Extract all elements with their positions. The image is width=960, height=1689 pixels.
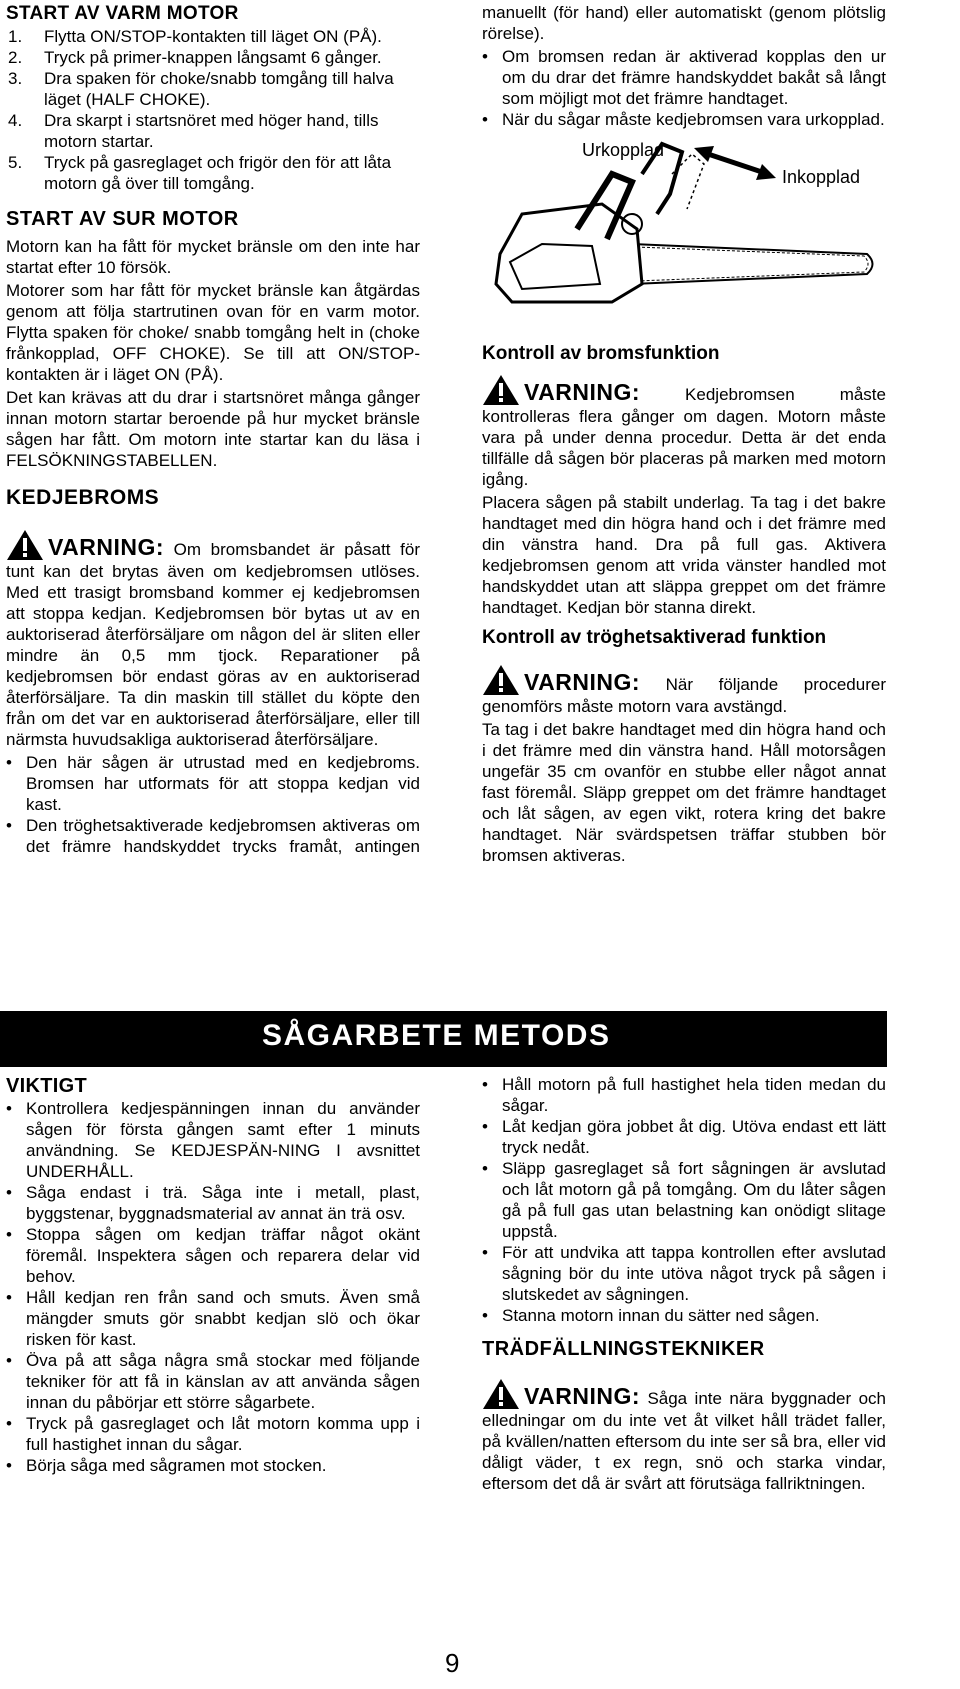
bullet-continuation: [482, 2, 886, 44]
techniques-column: [482, 1074, 886, 1496]
list-item: 2. Tryck på primer-knappen långsamt 6 gånger.: [8, 48, 382, 67]
paragraph: Motorer som har fått för mycket bränsle kan åtgärdas genom att följa startrutinen ovan för en varm motor. Flytta spaken för choke/ snabb tomgång helt in (choke frånkopplad, OFF CHOKE). Se till att ON/STOP-kontakten är i läget ON (PÅ).: [6, 281, 420, 384]
right-column: [482, 2, 886, 868]
list-item: • Tryck på gasreglaget och låt motorn komma upp i full hastighet innan du sågar.: [6, 1414, 420, 1454]
bullet-icon: •: [6, 1351, 12, 1370]
list-item: • Håll motorn på full hastighet hela tiden medan du sågar.: [482, 1075, 886, 1115]
list-item: 5. Tryck på gasreglaget och frigör den för att låta motorn gå över till tomgång.: [8, 153, 392, 193]
list-item: • Börja såga med sågramen mot stocken.: [6, 1456, 327, 1475]
chain-brake-bullets-continued: [482, 46, 886, 130]
bullet-icon: •: [482, 1159, 488, 1178]
bullet-icon: •: [482, 1075, 488, 1094]
paragraph: Motorn kan ha fått för mycket bränsle om den inte har startat efter 10 försök.: [6, 237, 420, 277]
inertia-check-warning: [482, 664, 886, 717]
bullet-icon: •: [6, 1183, 12, 1202]
warning-triangle-icon: [482, 664, 520, 696]
felling-warning: [482, 1378, 886, 1494]
section-banner: [0, 1011, 887, 1067]
list-item: 4. Dra skarpt i startsnöret med höger hand, tills motorn startar.: [8, 111, 379, 151]
felling-heading: TRÄDFÄLLNINGSTEKNIKER: [482, 1338, 765, 1360]
continued-text: manuellt (för hand) eller automatiskt (genom plötslig rörelse).: [482, 3, 886, 43]
left-column: [6, 2, 420, 857]
chain-brake-heading: KEDJEBROMS: [6, 486, 160, 509]
page-number: 9: [445, 1648, 460, 1678]
list-item: • Släpp gasreglaget så fort sågningen är avslutad och låt motorn gå på tomgång. Om du låter sågen gå på full gas utan belastning kan onödigt slitage uppstå.: [482, 1159, 886, 1241]
list-item: • För att undvika att tappa kontrollen efter avslutad sågning bör du inte utöva något tryck på sågen i slutskedet av sågningen.: [482, 1243, 886, 1304]
warning-triangle-icon: [482, 374, 520, 406]
important-heading: VIKTIGT: [6, 1075, 87, 1097]
bullet-icon: •: [482, 1117, 488, 1136]
list-item: • Håll kedjan ren från sand och smuts. Även små mängder smuts gör snabbt kedjan slö och ökar risken för kast.: [6, 1288, 420, 1349]
list-item: • Kontrollera kedjespänningen innan du använder sågen för första gången samt efter 1 minuts användning. Se KEDJESPÄN-NING I avsnittet UNDERHÅLL.: [6, 1099, 420, 1181]
engaged-label: Inkopplad: [782, 167, 861, 187]
paragraph: Det kan krävas att du drar i startsnöret många gånger innan motorn startar beroende på hur mycket bränsle sågen har fått. Om motorn inte startar kan du läsa i FELSÖKNINGSTABELLEN.: [6, 388, 420, 470]
sawing-bullets: [482, 1074, 886, 1326]
chain-brake-bullets: [6, 752, 420, 857]
warning-label: VARNING:: [524, 669, 641, 695]
paragraph: Ta tag i det bakre handtaget med din högra hand och i det främre med din vänstra hand. Håll motorsågen ungefär 35 cm ovanför en stubbe eller något annat fast föremål. Släpp greppet om det främre handtaget och låt sågen, av egen vikt, rotera kring det bakre handtaget. När svärdspetsen träffar stubben bör bromsen aktiveras.: [482, 720, 886, 865]
warm-start-heading: START AV VARM MOTOR: [6, 3, 239, 24]
bullet-icon: •: [482, 1243, 488, 1262]
flooded-start-heading: START AV SUR MOTOR: [6, 208, 239, 230]
warning-label: VARNING:: [524, 1383, 641, 1409]
warm-start-steps: [6, 26, 420, 194]
list-item: • Om bromsen redan är aktiverad kopplas den ur om du drar det främre handskyddet bakåt så långt som möjligt mot det främre handtaget.: [482, 47, 886, 108]
list-item: 1. Flytta ON/STOP-kontakten till läget ON (PÅ).: [8, 27, 382, 46]
warning-label: VARNING:: [48, 534, 165, 560]
list-item: 3. Dra spaken för choke/snabb tomgång till halva läget (HALF CHOKE).: [8, 69, 394, 109]
list-item: • Såga endast i trä. Såga inte i metall, plast, byggstenar, byggnadsmaterial av annat än trä osv.: [6, 1183, 420, 1223]
warning-text: Om bromsbandet är påsatt för tunt kan det brytas även om kedjebromsen utlöses. Med ett trasigt bromsband kommer ej kedjebromsen att stoppa kedjan. Kedjebromsen bör bytas ut av en auktoriserad återförsäljare om någon del är sliten eller mindre än 0,5 mm tjock. Reparationer på kedjebromsen bör endast göras av en auktoriserad återförsäljare. Ta din maskin till stället du köpte den från om det var en auktoriserad återförsäljare, eller till närmsta huvudsakliga auktoriserad återförsäljare.: [6, 540, 420, 749]
warning-text: När följande procedurer genomförs måste motorn vara avstängd.: [482, 675, 886, 716]
list-item: • Stanna motorn innan du sätter ned sågen.: [482, 1306, 820, 1325]
list-item: • Den här sågen är utrustad med en kedjebroms. Bromsen har utformats för att stoppa kedjan vid kast.: [6, 753, 420, 814]
bullet-icon: •: [6, 1225, 12, 1244]
list-item: • Den tröghetsaktiverade kedjebromsen aktiveras om det främre handskyddet trycks framåt, antingen: [6, 816, 420, 856]
warning-text: Såga inte nära byggnader och elledningar om du inte vet åt vilket håll trädet faller, på kvällen/natten eftersom du inte ser så bra, eller vid dåligt väder, t ex regn, snö och starka vindar, eftersom det då är svårt att förutsäga fallriktningen.: [482, 1389, 886, 1493]
disengaged-label: Urkopplad: [582, 140, 665, 160]
bullet-icon: •: [6, 1456, 12, 1475]
brake-check-warning: [482, 374, 886, 490]
double-arrow-icon: [694, 146, 776, 180]
brake-check-heading: Kontroll av bromsfunktion: [482, 343, 720, 364]
bullet-icon: •: [482, 110, 488, 129]
warning-text: Kedjebromsen måste kontrolleras flera gånger om dagen. Motorn måste vara på under denna procedur. Detta är det enda tillfälle då sågen bör placeras på marken med motorn igång.: [482, 385, 886, 489]
bullet-icon: •: [6, 816, 12, 835]
list-item: • När du sågar måste kedjebromsen vara urkopplad.: [482, 110, 885, 129]
chainsaw-illustration: [482, 134, 886, 334]
paragraph: Placera sågen på stabilt underlag. Ta tag i det bakre handtaget med din högra hand och i det främre med din vänstra hand. Dra på full gas. Aktivera kedjebromsen genom att vrida vänster handled mot handskyddet utan att släppa greppet om det främre handtaget. Kedjan bör stanna direkt.: [482, 493, 886, 617]
chain-brake-warning: [6, 529, 420, 750]
important-bullets: [6, 1098, 420, 1476]
bullet-icon: •: [482, 1306, 488, 1325]
warning-triangle-icon: [482, 1378, 520, 1410]
warning-triangle-icon: [6, 529, 44, 561]
list-item: • Låt kedjan göra jobbet åt dig. Utöva endast ett lätt tryck nedåt.: [482, 1117, 886, 1157]
important-column: [6, 1074, 420, 1476]
bullet-icon: •: [6, 1288, 12, 1307]
inertia-check-heading: Kontroll av tröghetsaktiverad funktion: [482, 627, 827, 648]
bullet-icon: •: [6, 753, 12, 772]
bullet-icon: •: [6, 1414, 12, 1433]
warning-label: VARNING:: [524, 379, 641, 405]
list-item: • Öva på att såga några små stockar med följande tekniker för att få in känslan av att använda sågen innan du påbörjar ett större sågarbete.: [6, 1351, 420, 1412]
list-item: • Stoppa sågen om kedjan träffar något okänt föremål. Inspektera sågen och reparera delar vid behov.: [6, 1225, 420, 1286]
chain-brake-figure: [482, 134, 886, 334]
bullet-icon: •: [6, 1099, 12, 1118]
bullet-icon: •: [482, 47, 488, 66]
banner-title: SÅGARBETE METODS: [262, 1019, 611, 1052]
